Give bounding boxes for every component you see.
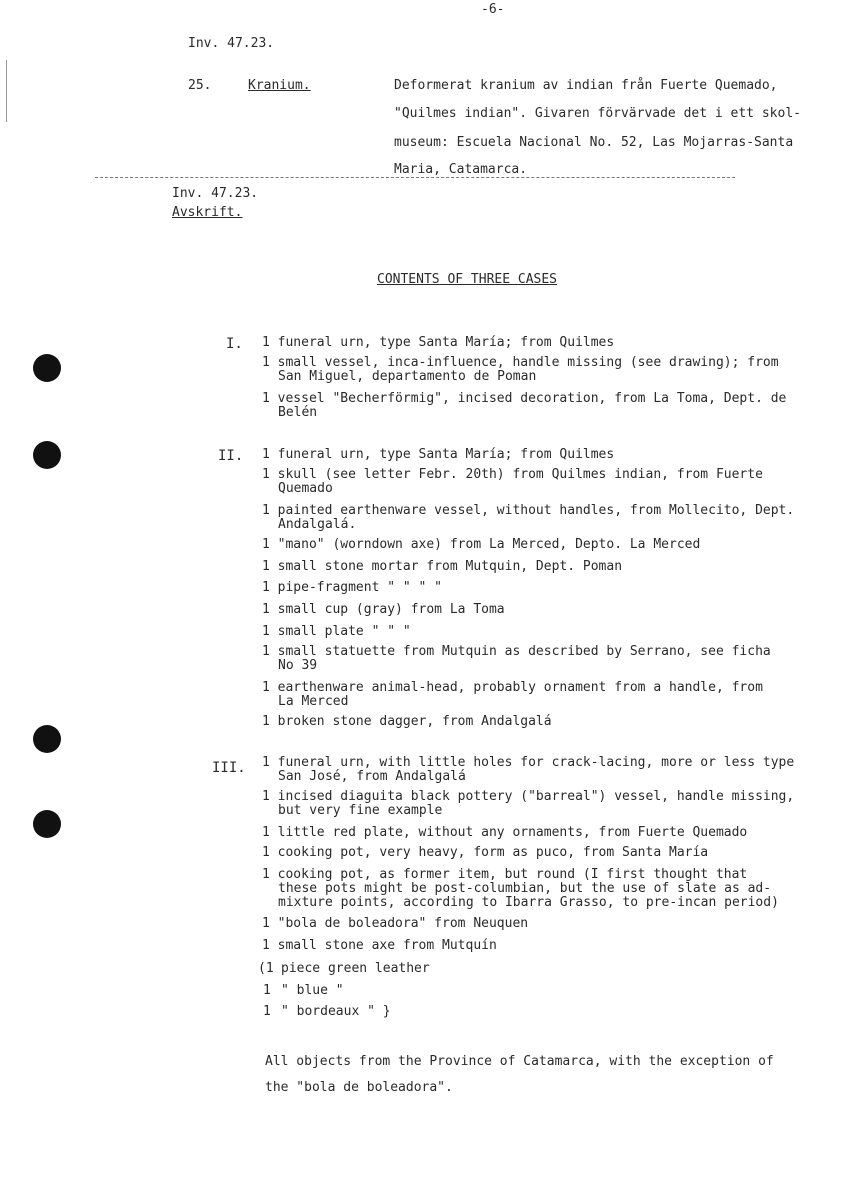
item-description-line: Maria, Catamarca. [394, 162, 528, 177]
list-item [262, 538, 842, 552]
list-item-line: 1 funeral urn, type Santa María; from Quilmes [262, 335, 615, 350]
list-item-line: 1 pipe-fragment " " " " [262, 580, 443, 595]
separator-rule [95, 177, 735, 178]
list-item-line: 1 small cup (gray) from La Toma [262, 602, 505, 617]
list-item [262, 681, 842, 709]
leather-text: " bordeaux " } [281, 1004, 391, 1019]
list-item [262, 504, 842, 532]
section-numeral: III. [212, 760, 246, 776]
list-item-line: 1 cooking pot, very heavy, form as puco, from Santa María [262, 845, 709, 860]
list-item [262, 846, 842, 860]
avskrift-label: Avskrift. [172, 205, 243, 220]
list-item-line: these pots might be post-columbian, but the use of slate as ad- [278, 881, 772, 896]
list-item-line: 1 broken stone dagger, from Andalgalá [262, 714, 552, 729]
list-item [262, 356, 842, 384]
page-title: CONTENTS OF THREE CASES [377, 272, 558, 287]
list-item [262, 392, 842, 420]
list-item [262, 826, 842, 840]
list-item [262, 448, 842, 462]
list-item [262, 603, 842, 617]
list-item-line: 1 cooking pot, as former item, but round (I first thought that [262, 867, 748, 882]
section-numeral: II. [218, 448, 244, 464]
leather-qty: 1 [263, 983, 271, 998]
list-item [262, 468, 842, 496]
footer-note-line: the "bola de boleadora". [265, 1080, 453, 1095]
punch-hole [33, 441, 61, 469]
punch-hole [33, 354, 61, 382]
item-description-line: "Quilmes indian". Givaren förvärvade det i ett skol- [394, 106, 801, 121]
list-item-line: 1 "bola de boleadora" from Neuquen [262, 916, 529, 931]
inventory-number: Inv. 47.23. [188, 36, 275, 51]
leather-text: " blue " [281, 983, 344, 998]
section-numeral: I. [226, 336, 243, 352]
list-item [262, 625, 842, 639]
list-item [262, 939, 842, 953]
list-item-line: 1 earthenware animal-head, probably ornament from a handle, from [262, 680, 763, 695]
list-item-line: Andalgalá. [278, 517, 357, 532]
list-item-line: 1 small stone axe from Mutquín [262, 938, 497, 953]
list-item [262, 868, 842, 910]
list-item-line: but very fine example [278, 803, 443, 818]
list-item [262, 336, 842, 350]
item-title: Kranium. [248, 78, 311, 93]
list-item-line: 1 funeral urn, type Santa María; from Quilmes [262, 447, 615, 462]
punch-hole [33, 810, 61, 838]
list-item [262, 790, 842, 818]
page-number: -6- [481, 2, 505, 17]
list-item-line: 1 small statuette from Mutquin as described by Serrano, see ficha [262, 644, 771, 659]
list-item-line: No 39 [278, 658, 318, 673]
list-item-line: mixture points, according to Ibarra Grasso, to pre-incan period) [278, 895, 779, 910]
list-item [262, 560, 842, 574]
footer-note-line: All objects from the Province of Catamarca, with the exception of [265, 1054, 774, 1069]
list-item [262, 917, 842, 931]
list-item [262, 581, 842, 595]
list-item-line: 1 incised diaguita black pottery ("barreal") vessel, handle missing, [262, 789, 795, 804]
list-item-line: 1 funeral urn, with little holes for crack-lacing, more or less type [262, 755, 795, 770]
list-item-line: 1 vessel "Becherförmig", incised decoration, from La Toma, Dept. de [262, 391, 787, 406]
list-item-line: 1 small vessel, inca-influence, handle missing (see drawing); from [262, 355, 779, 370]
sub-inventory-number: Inv. 47.23. [172, 186, 259, 201]
margin-line [6, 60, 7, 122]
item-description-line: Deformerat kranium av indian från Fuerte Quemado, [394, 78, 778, 93]
leather-text: piece green leather [281, 961, 430, 976]
list-item [262, 645, 842, 673]
list-item-line: 1 little red plate, without any ornaments, from Fuerte Quemado [262, 825, 748, 840]
list-item-line: 1 painted earthenware vessel, without handles, from Mollecito, Dept. [262, 503, 795, 518]
list-item [262, 756, 842, 784]
list-item-line: San José, from Andalgalá [278, 769, 466, 784]
list-item-line: 1 skull (see letter Febr. 20th) from Quilmes indian, from Fuerte [262, 467, 763, 482]
list-item-line: Quemado [278, 481, 333, 496]
list-item [262, 715, 842, 729]
list-item-line: 1 "mano" (worndown axe) from La Merced, Depto. La Merced [262, 537, 701, 552]
list-item-line: San Miguel, departamento de Poman [278, 369, 537, 384]
leather-qty: 1 [263, 1004, 271, 1019]
list-item-line: 1 small stone mortar from Mutquin, Dept. Poman [262, 559, 623, 574]
list-item-line: 1 small plate " " " [262, 624, 411, 639]
item-description-line: museum: Escuela Nacional No. 52, Las Mojarras-Santa [394, 135, 794, 150]
punch-hole [33, 725, 61, 753]
item-number: 25. [188, 78, 212, 93]
leather-qty: (1 [258, 961, 274, 976]
list-item-line: Belén [278, 405, 318, 420]
list-item-line: La Merced [278, 694, 349, 709]
